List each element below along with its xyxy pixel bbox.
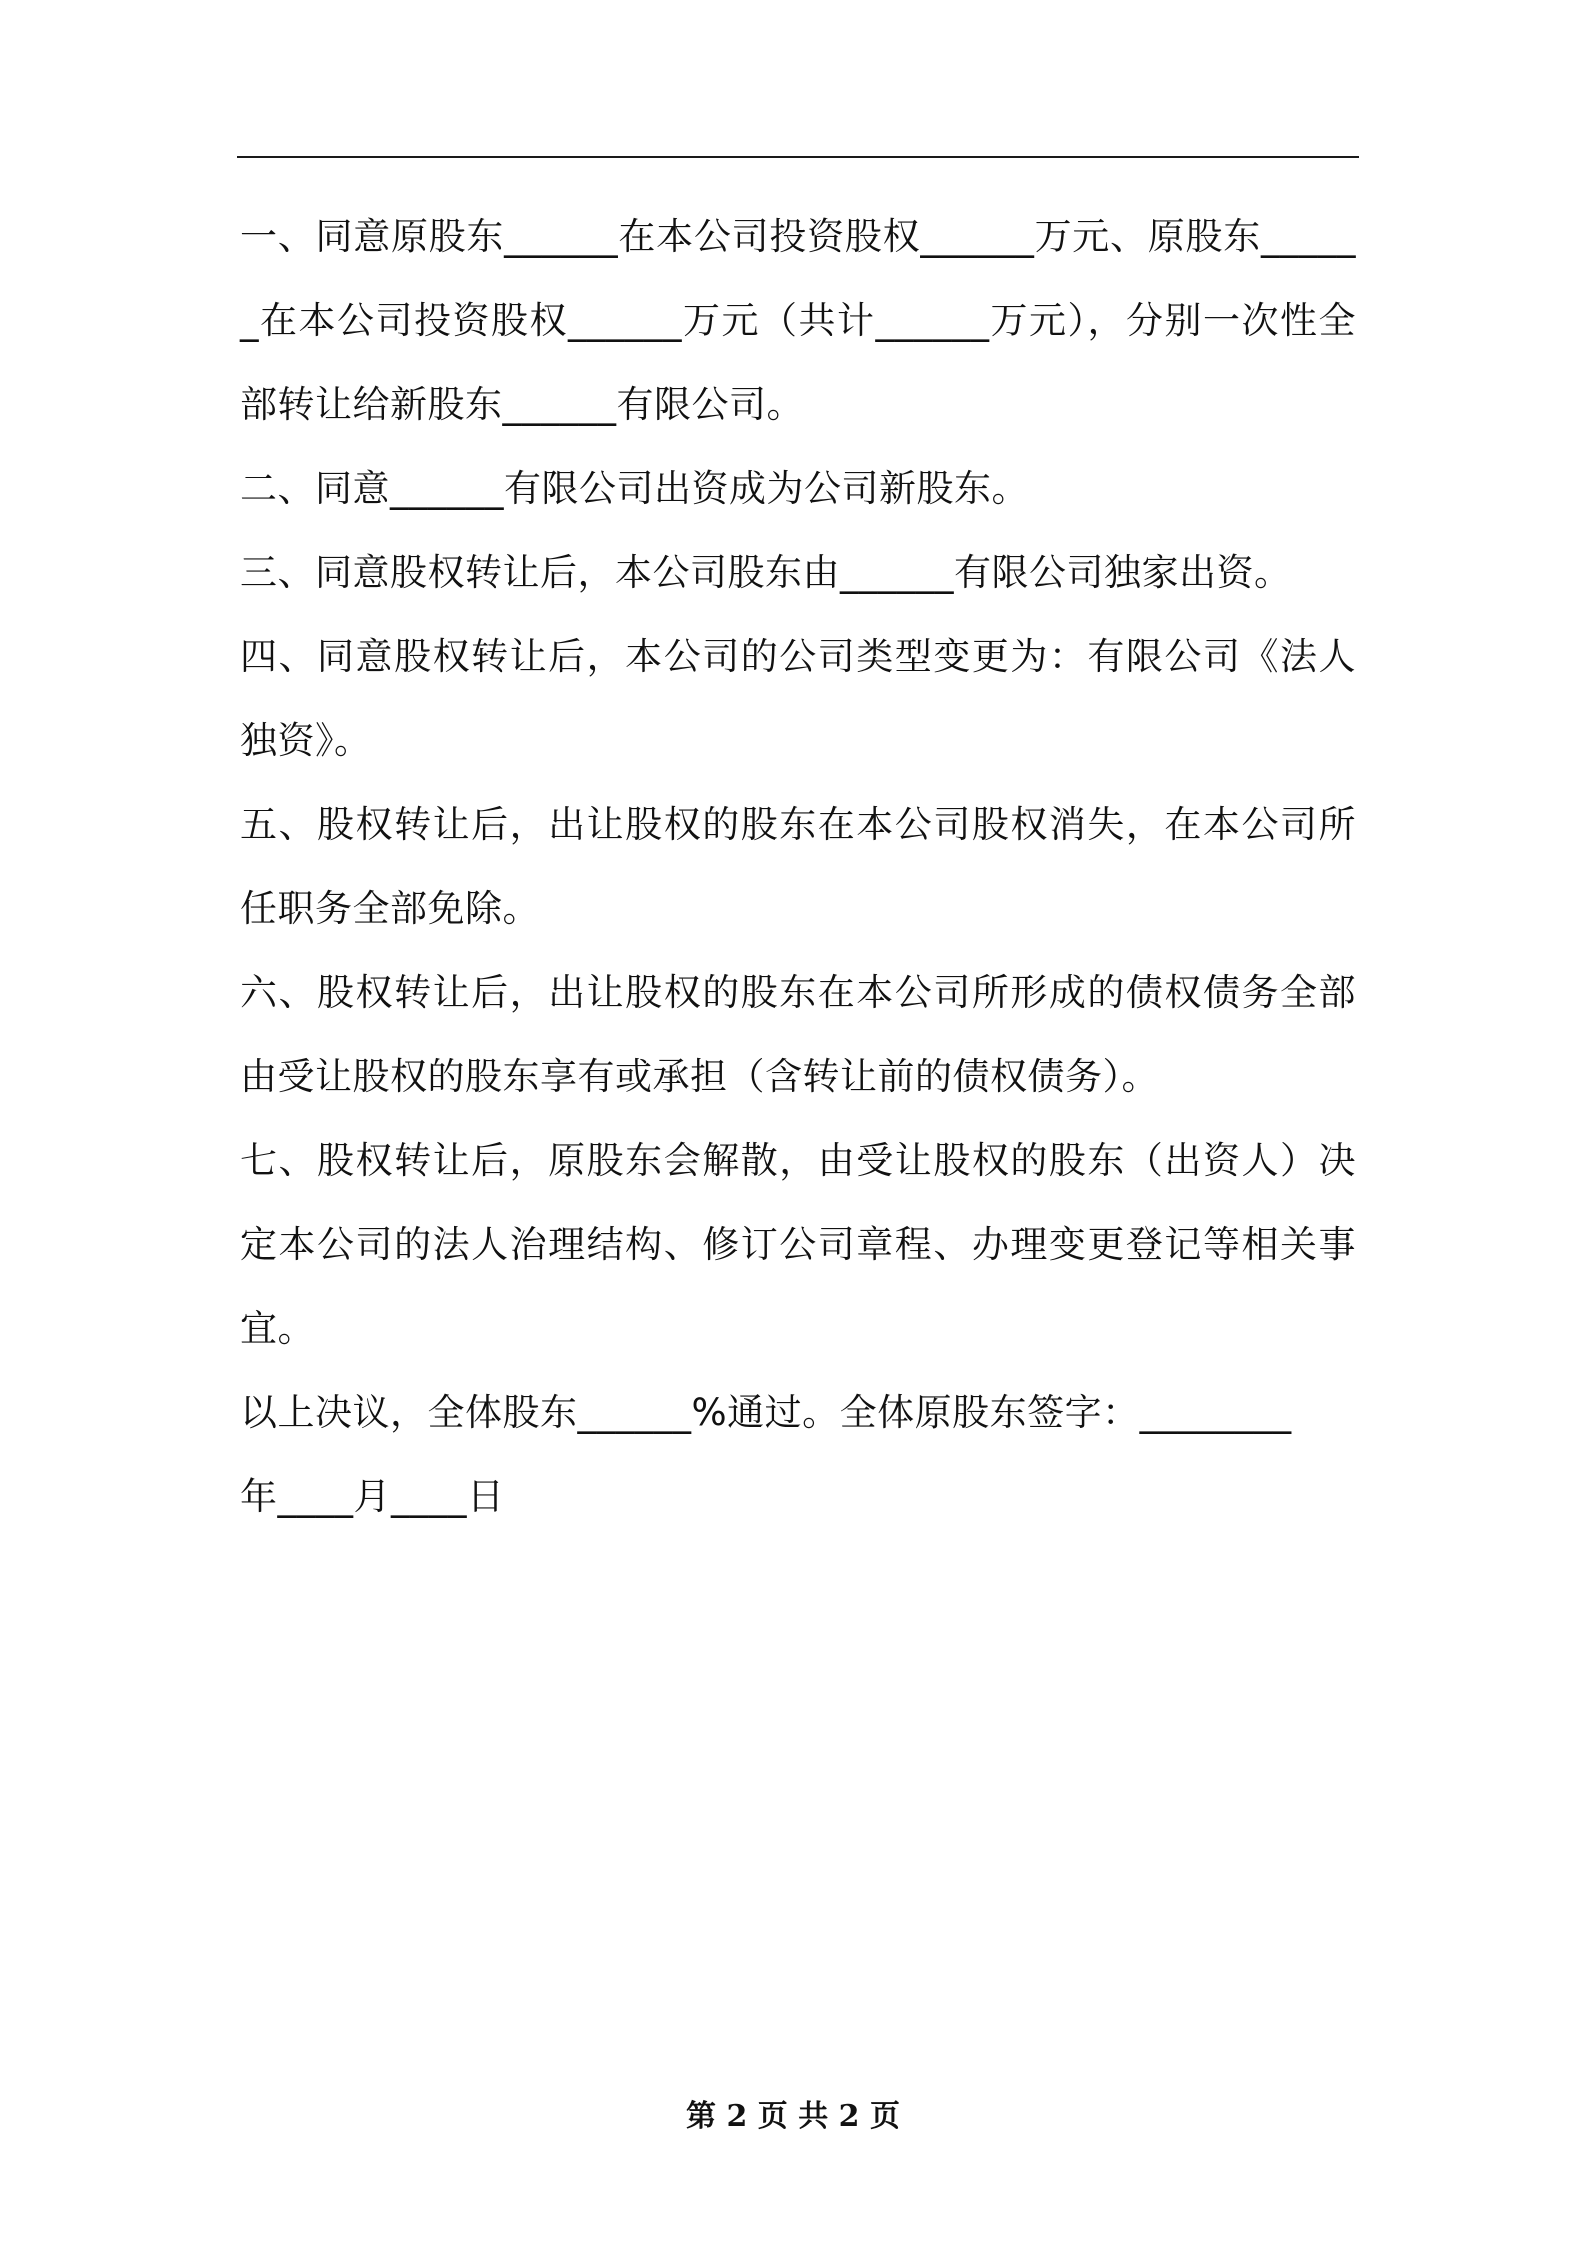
- resolution-item-4: 四、同意股权转让后，本公司的公司类型变更为：有限公司《法人独资》。: [240, 635, 1356, 762]
- resolution-item-7: 七、股权转让后，原股东会解散，由受让股权的股东（出资人）决定本公司的法人治理结构、修订公司章程、办理变更登记等相关事宜。: [240, 1139, 1356, 1350]
- resolution-item-2: 二、同意______有限公司出资成为公司新股东。: [240, 467, 1029, 510]
- resolution-item-6: 六、股权转让后，出让股权的股东在本公司所形成的债权债务全部由受让股权的股东享有或承担（含转让前的债权债务）。: [240, 971, 1356, 1098]
- resolution-item-1: 一、同意原股东______在本公司投资股权______万元、原股东______在本公司投资股权______万元（共计______万元），分别一次性全部转让给新股东______有限公司。: [240, 215, 1356, 426]
- resolution-item-5: 五、股权转让后，出让股权的股东在本公司股权消失，在本公司所任职务全部免除。: [240, 803, 1356, 930]
- approval-signature-line: 以上决议，全体股东______%通过。全体原股东签字：________: [240, 1391, 1292, 1434]
- header-divider: [237, 156, 1359, 158]
- resolution-item-3: 三、同意股权转让后，本公司股东由______有限公司独家出资。: [240, 551, 1292, 594]
- page-number: 第 2 页 共 2 页: [686, 2099, 900, 2134]
- document-body: [240, 195, 1356, 1539]
- date-line: 年____月____日: [240, 1475, 505, 1518]
